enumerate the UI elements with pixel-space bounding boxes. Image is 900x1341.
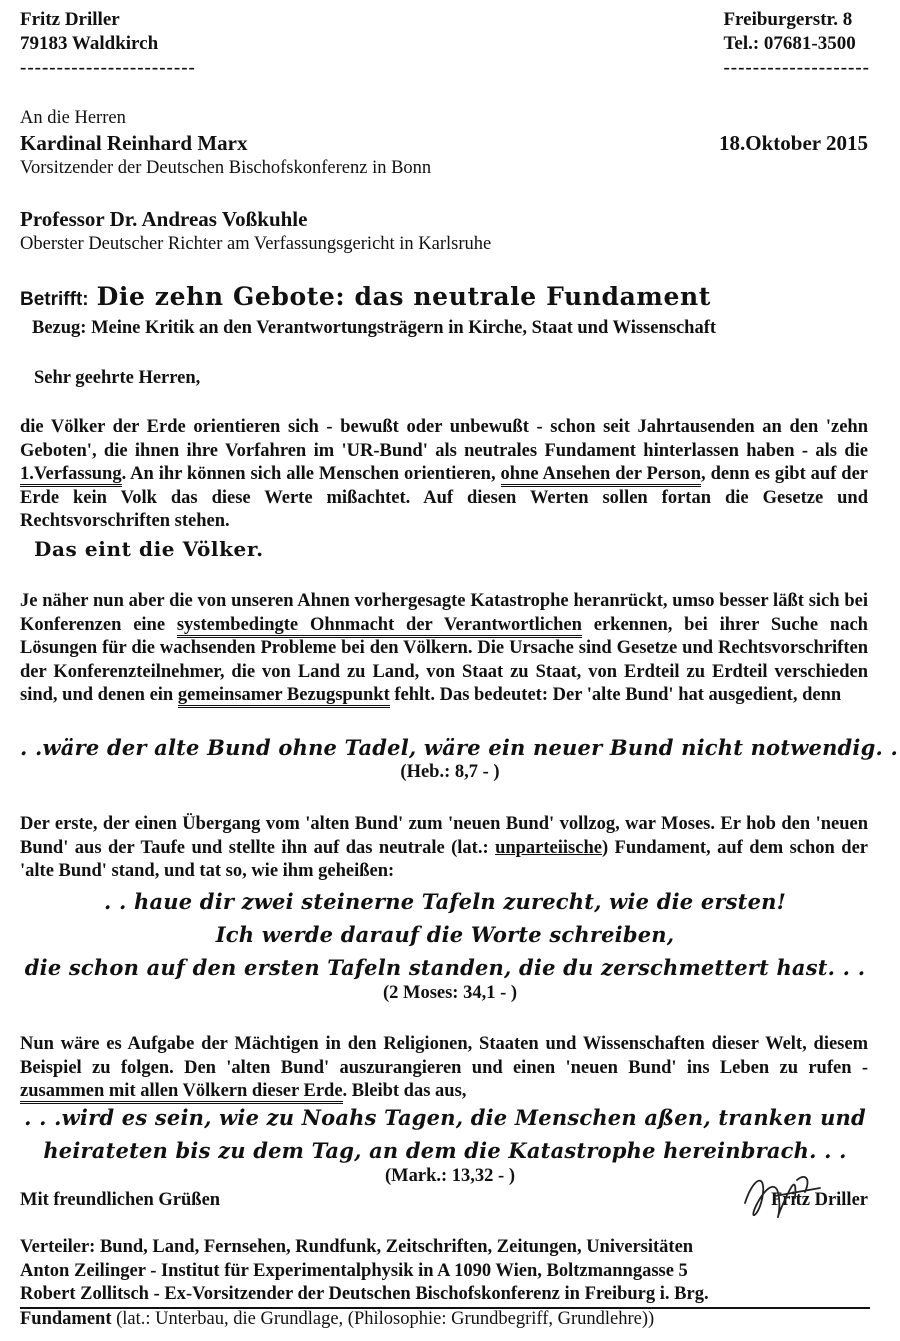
p4-text: . Bleibt das aus,	[342, 1081, 467, 1102]
quote-mark-line-1: . . .wird es sein, wie zu Noahs Tagen, die Menschen aßen, tranken und	[24, 1105, 866, 1130]
p3-term-old-covenant: 'alten Bund'	[305, 814, 404, 834]
quote-moses-line-1: . . haue dir zwei steinerne Tafeln zurecht, wie die ersten!	[103, 889, 787, 914]
quote-moses-line-2: Ich werde darauf die Worte schreiben,	[215, 922, 675, 947]
quote-moses-line-3: die schon auf den ersten Tafeln standen, die du zerschmettert hast. . .	[24, 955, 866, 980]
p2-text: fehlt. Das bedeutet: Der	[389, 685, 587, 706]
distribution-label: Verteiler	[20, 1237, 90, 1257]
sender-rule-left: ------------------------	[20, 57, 196, 78]
paragraph-4	[20, 1033, 868, 1104]
p1-underlined-first-constitution: 1.Verfassung	[20, 464, 122, 487]
greeting: Sehr geehrte Herren,	[34, 368, 201, 388]
p3-text: zum	[403, 814, 448, 834]
p4-underlined-all-peoples: zusammen mit allen Völkern dieser Erde	[20, 1081, 343, 1104]
signature-name: Fritz Driller	[770, 1190, 868, 1210]
p3-text: stand, und tat so, wie ihm geheißen:	[106, 861, 395, 882]
quote-mark-line-2: heirateten bis zu dem Tag, an dem die Katastrophe hereinbrach. . .	[43, 1138, 847, 1163]
footnote-term: Fundament	[20, 1309, 112, 1329]
quote-hebrews: . .wäre der alte Bund ohne Tadel, wäre ein neuer Bund nicht notwendig. .	[20, 735, 899, 760]
p1-text: , die ihnen ihre Vorfahren im	[91, 440, 342, 461]
sender-block	[20, 8, 196, 80]
closing: Mit freundlichen Grüßen	[20, 1190, 221, 1210]
p2-underlined-systemic-helplessness: systembedingte Ohnmacht der Verantwortlichen	[177, 615, 582, 638]
sender-phone: Tel.: 07681-3500	[723, 33, 856, 54]
footnote-definition: (lat.: Unterbau, die Grundlage, (Philosophie: Grundbegriff, Grundlehre))	[111, 1309, 655, 1329]
paragraph-2	[20, 590, 868, 708]
paragraph-1	[20, 416, 868, 534]
recipient-1-name: Kardinal Reinhard Marx	[20, 131, 248, 155]
p1-text: , denn es gibt auf der Erde kein Volk das diese Werte mißachtet. Auf diesen Werten sollen fortan die Gesetze und Rechtsvorschriften stehen.	[20, 464, 868, 532]
p3-underlined-impartial: unparteiische	[495, 837, 602, 858]
recipient-2-role: Oberster Deutscher Richter am Verfassungsgericht in Karlsruhe	[20, 234, 492, 254]
sender-contact-block	[723, 8, 870, 80]
p2-text: hat ausgedient, denn	[673, 685, 842, 706]
ref-mark: (Mark.: 13,32 - )	[385, 1166, 515, 1186]
p4-text: ins Leben zu rufen -	[676, 1057, 868, 1078]
p3-term-old-covenant: 'alte Bund'	[20, 861, 107, 882]
p1-text: die Völker der Erde orientieren sich -	[20, 417, 341, 437]
ref-moses: (2 Moses: 34,1 - )	[382, 983, 518, 1003]
distribution-block	[20, 1236, 709, 1307]
distribution-recipients: : Bund, Land, Fernsehen, Rundfunk, Zeitschriften, Zeitungen, Universitäten	[89, 1237, 694, 1257]
p4-text: auszurangieren und einen	[329, 1057, 566, 1078]
subject-reference: Bezug: Meine Kritik an den Verantwortungsträgern in Kirche, Staat und Wissenschaft	[32, 318, 717, 338]
p2-text: Je näher nun aber die von unseren Ahnen vorhergesagte Katastrophe heranrückt, umso besser läßt sich bei Konferenzen eine	[20, 591, 868, 635]
sender-street: Freiburgerstr. 8	[723, 9, 853, 30]
p1-emphasis-conscious: bewußt oder unbewußt	[340, 417, 529, 437]
p1-underlined-without-regard: ohne Ansehen der Person	[501, 464, 701, 487]
distribution-line-1	[20, 1236, 709, 1260]
p2-text: erkennen, bei ihrer Suche nach Lösungen für die wachsenden Probleme bei den Völkern. Die Ursache sind Gesetze und Rechtsvorschriften der Konferenzteilnehmer, die von Land zu Land, von Staat zu Staat, von Erdteil zu Erdteil verschieden sind, und denen ein	[20, 614, 868, 706]
letter-date: 18.Oktober 2015	[719, 131, 868, 155]
p1-term-ten-commandments: 'zehn Geboten'	[20, 417, 868, 461]
p3-term-new-covenant: 'neuen Bund'	[20, 814, 868, 858]
p1-text: - schon seit Jahrtausenden an den	[528, 417, 826, 437]
distribution-line-2: Anton Zeilinger - Institut für Experimentalphysik in A 1090 Wien, Boltzmanngasse 5	[20, 1260, 688, 1281]
p3-term-new-covenant: 'neuen Bund'	[447, 814, 555, 834]
motto: Das eint die Völker.	[34, 537, 264, 561]
sender-name: Fritz Driller	[20, 9, 120, 30]
subject-label: Betrifft:	[20, 289, 89, 310]
p4-text: Nun wäre es Aufgabe der Mächtigen in den Religionen, Staaten und Wissenschaften dieser Welt, diesem Beispiel zu folgen. Den	[20, 1034, 868, 1078]
p4-term-new-covenant: 'neuen Bund'	[565, 1057, 677, 1078]
subject-title: Die zehn Gebote: das neutrale Fundament	[96, 282, 711, 311]
sender-city: 79183 Waldkirch	[20, 33, 159, 54]
recipients-salutation-line: An die Herren	[20, 108, 126, 128]
paragraph-3	[20, 813, 868, 884]
p2-term-old-covenant: 'alte Bund'	[586, 685, 674, 706]
p1-term-ur-bund: 'UR-Bund'	[341, 440, 428, 461]
ref-hebrews: (Heb.: 8,7 - )	[400, 762, 500, 782]
p4-term-old-covenant: 'alten Bund'	[226, 1057, 330, 1078]
p1-text: als neutrales Fundament hinterlassen haben - als die	[427, 440, 868, 461]
handwritten-signature	[735, 1168, 830, 1230]
recipient-1-role: Vorsitzender der Deutschen Bischofskonferenz in Bonn	[20, 158, 432, 178]
p2-underlined-common-reference: gemeinsamer Bezugspunkt	[178, 685, 390, 708]
sender-rule-right: --------------------	[723, 57, 870, 78]
recipient-2-name: Professor Dr. Andreas Voßkuhle	[20, 207, 308, 231]
p3-text: aus der Taufe und stellte ihn auf das neutrale (lat.:	[68, 837, 496, 858]
subject-line	[20, 282, 711, 311]
p3-text: ) Fundament, auf dem schon der	[601, 837, 868, 858]
p1-text: . An ihr können sich alle Menschen orientieren,	[121, 464, 501, 485]
footnote	[20, 1309, 654, 1330]
distribution-line-3: Robert Zollitsch - Ex-Vorsitzender der Deutschen Bischofskonferenz in Freiburg i. Brg.	[20, 1284, 709, 1304]
p3-text: vollzog, war Moses. Er hob den	[554, 814, 816, 834]
p3-text: Der erste, der einen Übergang vom	[20, 814, 306, 834]
